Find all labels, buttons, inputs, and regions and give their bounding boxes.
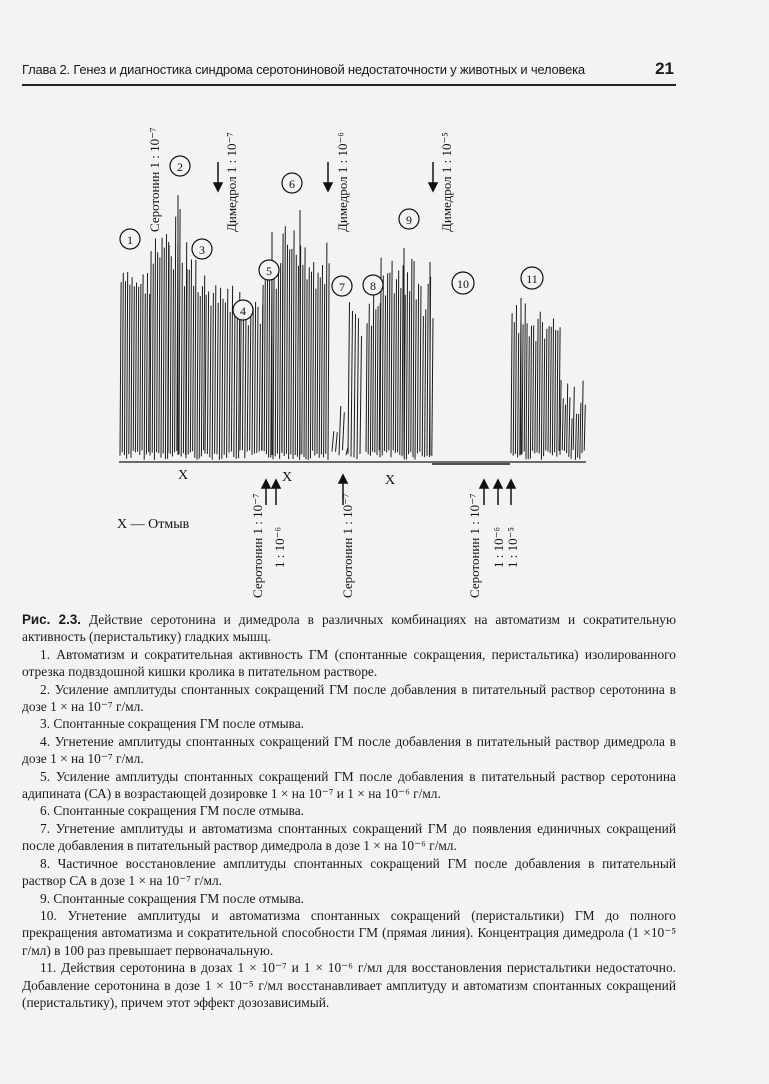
marker-number: 8 [370, 279, 376, 293]
marker-number: 2 [177, 160, 183, 174]
marker-number: 7 [339, 280, 345, 294]
marker-number: 9 [406, 213, 412, 227]
top-label-dimedrol-3: Димедрол 1 : 10⁻⁵ [439, 132, 454, 232]
header-rule [22, 84, 676, 86]
page-number: 21 [655, 59, 674, 78]
marker-number: 10 [457, 277, 469, 291]
caption-item: 5. Усиление амплитуды спонтанных сокращений ГМ после добавления в питательный раствор серотонина адипината (СА) в возрастающей дозировке 1 × на 10⁻⁷ и 1 × на 10⁻⁶ г/мл. [22, 768, 676, 802]
caption-item: 10. Угнетение амплитуды и автоматизма спонтанных сокращений (перистальтики) ГМ до полного прекращения автоматизма и сократительной способности ГМ (прямая линия). Концентрация димедрола (1 ×10⁻⁵ г/мл) в 100 раз превышает первоначальную. [22, 907, 676, 958]
wash-mark: X [282, 470, 293, 485]
figure-caption [22, 611, 676, 1011]
top-label-serotonin: Серотонин 1 : 10⁻⁷ [147, 127, 162, 232]
marker-number: 4 [240, 304, 246, 318]
trace-segment [168, 209, 187, 456]
caption-label: Рис. 2.3. [22, 612, 82, 627]
numbered-markers [120, 156, 543, 320]
top-arrows [214, 162, 437, 191]
trace-segment [560, 380, 585, 460]
bottom-label-dose-2: 1 : 10⁻⁶ [491, 526, 506, 568]
top-label-dimedrol-1: Димедрол 1 : 10⁻⁷ [224, 132, 239, 232]
trace-segment [150, 234, 169, 460]
bottom-label-serotonin-1: Серотонин 1 : 10⁻⁷ [250, 493, 265, 598]
wash-mark: X [178, 468, 189, 483]
trace-segment [186, 260, 205, 460]
bottom-label-dose-1: 1 : 10⁻⁶ [272, 526, 287, 568]
caption-intro [22, 611, 676, 646]
arrowhead [214, 183, 222, 191]
running-header [22, 59, 674, 83]
bottom-label-serotonin-3: Серотонин 1 : 10⁻⁷ [467, 493, 482, 598]
trace-segment [511, 304, 525, 458]
trace-segment [526, 312, 560, 460]
trace-segment [348, 302, 362, 459]
bottom-label-serotonin-2: Серотонин 1 : 10⁻⁷ [340, 493, 355, 598]
trace-segment [306, 243, 329, 460]
caption-item: 1. Автоматизм и сократительная активность ГМ (спонтанные сокращения, перистальтика) изолированного отрезка подвздошной кишки кролика в питательном растворе. [22, 646, 676, 680]
caption-item: 3. Спонтанные сокращения ГМ после отмыва. [40, 716, 305, 732]
marker-number: 5 [266, 264, 272, 278]
arrowhead [429, 183, 437, 191]
trace-segment [282, 226, 305, 459]
caption-item: 4. Угнетение амплитуды спонтанных сокращений ГМ после добавления в питательный раствор димедрола в дозе 1 × на 10⁻⁷ г/мл. [22, 733, 676, 767]
caption-item: 11. Действия серотонина в дозах 1 × 10⁻⁷ и 1 × 10⁻⁶ г/мл для восстановления перистальтики недостаточно. Добавление серотонина в дозе 1 × 10⁻⁵ г/мл восстанавливает амплитуду и автоматизм спонтанных сокращений (перистальтику), причем этот эффект дозозависимый. [22, 960, 676, 1010]
bottom-label-dose-3: 1 : 10⁻⁵ [505, 526, 520, 568]
caption-item: 2. Усиление амплитуды спонтанных сокращений ГМ после добавления в питательный раствор серотонина в дозе 1 × на 10⁻⁷ г/мл. [22, 681, 676, 715]
marker-number: 3 [199, 243, 205, 257]
wash-mark: X [385, 473, 396, 488]
trace-segment [380, 258, 414, 460]
arrowhead [324, 183, 332, 191]
marker-number: 6 [289, 177, 295, 191]
trace-segment [332, 406, 348, 455]
contraction-traces [120, 195, 585, 460]
wash-legend: X — Отмыв [117, 517, 190, 532]
top-label-dimedrol-2: Димедрол 1 : 10⁻⁶ [335, 132, 350, 232]
caption-item: 7. Угнетение амплитуды и автоматизма спонтанных сокращений ГМ до появления единичных сокращений после добавления в питательный раствор димедрола в дозе 1 × на 10⁻⁶ г/мл. [22, 820, 676, 854]
marker-number: 1 [127, 233, 133, 247]
caption-item: 9. Спонтанные сокращения ГМ после отмыва. [40, 890, 305, 906]
running-title: Глава 2. Генез и диагностика синдрома серотониновой недостаточности у животных и человека [22, 62, 585, 77]
caption-intro-text: Действие серотонина и димедрола в различных комбинациях на автоматизм и сократительную активность (перистальтику) гладких мышц. [22, 612, 676, 645]
caption-item: 8. Частичное восстановление амплитуды спонтанных сокращений ГМ после добавления в питательный раствор СА в дозе 1 × на 10⁻⁷ г/мл. [22, 855, 676, 889]
trace-segment [240, 302, 263, 458]
kymograph-figure [0, 90, 769, 605]
caption-item: 6. Спонтанные сокращения ГМ после отмыва. [40, 803, 305, 819]
marker-number: 11 [526, 272, 538, 286]
trace-segment [366, 293, 380, 455]
trace-segment [120, 272, 150, 460]
